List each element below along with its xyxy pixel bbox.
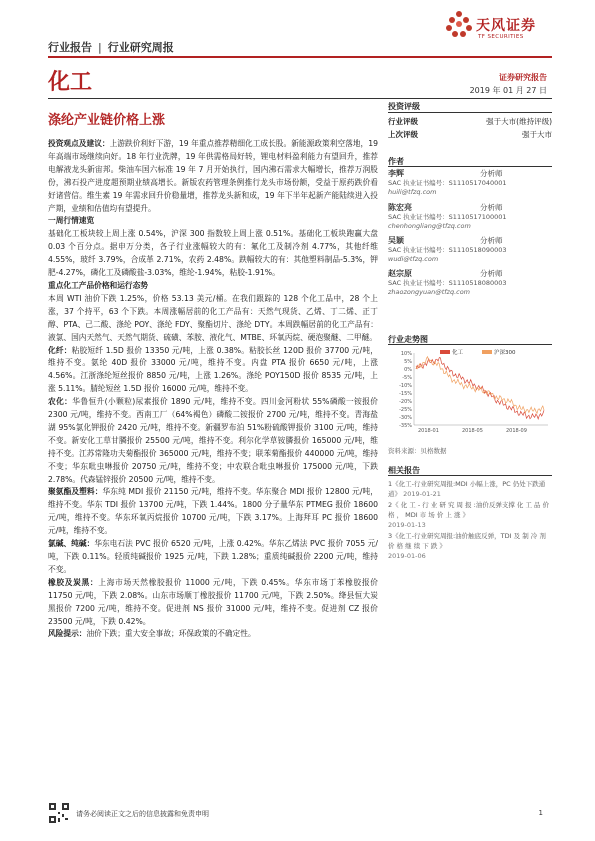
legend-swatch bbox=[482, 350, 492, 354]
y-tick-label: 0% bbox=[404, 366, 412, 373]
y-tick-label: -25% bbox=[399, 406, 412, 413]
y-tick-label: 10% bbox=[400, 350, 412, 357]
paragraph: 聚氨酯及塑料：华东纯 MDI 报价 21150 元/吨，维持不变。华东聚合 MDI 报价 12800 元/吨，维持不变。华东 TDI 报价 13700 元/吨，下跌 1.44%。1800 分子量华东 PTMEG 报价 18600 元/吨，维持不变。华东环氧丙烷报价 10700 元/吨，下跌 3.17%。上海拜耳 PC 报价 18600 元/吨，维持不变。 bbox=[48, 487, 378, 536]
section-heading: 一周行情速览 bbox=[48, 216, 95, 226]
brand-logo bbox=[446, 11, 556, 45]
related-report[interactable]: 3《化工-行业研究周报:油价触底反弹，TDI 及 制 冷 剂 价 格 继 续 下 跌 》 2019-01-06 bbox=[388, 532, 546, 560]
page-title: 化工 bbox=[48, 70, 93, 95]
brand-sub: TF SECURITIES bbox=[478, 34, 524, 40]
paragraph: 投资观点及建议：上游跌价利好下游，19 年重点推荐精细化工成长股。新能源政策利空落地，19 年高端市场继续向好。18 年行业洗牌，19 年供需格局好转，锂电材料盈利能力有望回升，推荐电解液龙头新宙邦。柴油车国六标准 19 年 7 月开始执行，国内沸石需求大幅增长，推荐万润股份，沸石投产进度超预期业绩高增长。新版农药管理条例推行龙头市场份额，受益于原药跌价看好诸营信。维生素 19 年需求回升价稳量增，推荐龙头新和成，19 年下半年起新产能陆续进入投产期，业绩和估值均有望提升。 bbox=[48, 139, 378, 213]
paragraph: 农化：华鲁恒升(小颗粒)尿素报价 1890 元/吨，维持不变。四川金河粉状 55%磷酸一铵报价 2300 元/吨，维持不变。西南工厂（64%褐色）磷酸二铵报价 2700 元/吨，维持不变。青海盐湖 95%氯化钾报价 2420 元/吨，维持不变。新疆罗布泊 51%粉硫酸钾报价 3100 元/吨，维持不变。新安化工草甘膦报价 25500 元/吨，维持不变。利尔化学草铵膦报价 165000 元/吨，维持不变。江苏常隆功夫菊酯报价 365000 元/吨，维持不变；联苯菊酯报价 440000 元/吨，维持不变；华东吡虫啉报价 20750 元/吨，维持不变；中农联合吡虫啉报价 175000 元/吨，下跌 2.78%。代森锰锌报价 20500 元/吨，维持不变。 bbox=[48, 397, 378, 484]
header-category: 行业报告 | 行业研究周报 bbox=[48, 41, 174, 54]
x-tick-label: 2018-09 bbox=[506, 428, 527, 434]
related-report[interactable]: 1《化工-行业研究周报:MDI 小幅上涨，PC 仍处下跌通道》 2019-01-21 bbox=[388, 480, 546, 498]
chart-title: 行业走势图 bbox=[388, 335, 428, 344]
y-tick-label: -20% bbox=[399, 398, 412, 405]
industry-trend-chart bbox=[388, 347, 552, 437]
paragraph: 氯碱、纯碱：华东电石法 PVC 报价 6520 元/吨，上涨 0.42%。华东乙烯法 PVC 报价 7055 元/吨，下跌 0.11%。轻质纯碱报价 1925 元/吨，下跌 1.28%；重质纯碱报价 2200 元/吨，维持不变。 bbox=[48, 539, 378, 574]
qr-code-icon bbox=[48, 802, 70, 824]
series-line bbox=[416, 357, 544, 414]
y-tick-label: -5% bbox=[402, 374, 412, 381]
related-report[interactable]: 2《 化 工 - 行 业 研 究 周 报 :油价反弹支撑 化 工 品 价 格 ， MDI 市 场 价 上 涨 》 2019-01-13 bbox=[388, 501, 550, 529]
y-tick-label: -10% bbox=[399, 382, 412, 389]
header-rule bbox=[48, 56, 552, 58]
report-body bbox=[48, 138, 378, 641]
paragraph: 基础化工板块较上周上涨 0.54%，沪深 300 指数较上周上涨 0.51%。基础化工板块跑赢大盘 0.03 个百分点。据申万分类，各子行业涨幅较大的有：氟化工及制冷剂 4.77%，其他纤维 4.55%，玻纤 3.79%，合成革 2.71%，农药 2.48%。跌幅较大的有：其他塑料制品-5.3%，钾肥-4.27%，磷化工及磷酸盐-3.03%，维纶-1.94%，粘胶-1.91%。 bbox=[48, 229, 378, 278]
author-block: 赵宗原 分析师 SAC 执业证书编号：S1110518080003 zhaozongyuan@tfzq.com bbox=[388, 269, 507, 296]
x-tick-label: 2018-01 bbox=[418, 428, 439, 434]
brand-name: 天风证券 bbox=[476, 18, 536, 34]
footer-disclaimer: 请务必阅读正文之后的信息披露和免责申明 bbox=[76, 810, 209, 818]
report-subtitle: 涤纶产业链价格上涨 bbox=[48, 113, 166, 128]
logo-mark-icon bbox=[446, 11, 472, 37]
page-number: 1 bbox=[538, 809, 543, 817]
report-date: 2019 年 01 月 27 日 bbox=[469, 86, 547, 95]
rating-title: 投资评级 bbox=[388, 102, 420, 111]
y-tick-label: -30% bbox=[399, 414, 412, 421]
legend-label: 化工 bbox=[452, 350, 464, 356]
related-rule bbox=[388, 475, 552, 476]
paragraph: 化纤：粘胶短纤 1.5D 报价 13350 元/吨，上涨 0.38%。粘胶长丝 120D 报价 37700 元/吨，维持不变。氨纶 40D 报价 33000 元/吨，维持不变。内盘 PTA 报价 6650 元/吨，上涨 4.56%。江浙涤纶短丝报价 8850 元/吨，上涨 1.26%。涤纶 POY150D 报价 8535 元/吨，上涨 5.11%。腈纶短丝 1.5D 报价 16000 元/吨，维持不变。 bbox=[48, 345, 378, 394]
legend-label: 沪深300 bbox=[494, 350, 516, 356]
y-tick-label: -35% bbox=[399, 422, 412, 429]
paragraph: 本周 WTI 油价下跌 1.25%，价格 53.13 美元/桶。在我们跟踪的 128 个化工品中，28 个上涨，37 个持平，63 个下跌。本周涨幅居前的化工产品有：天然气现货、乙烯、丁二烯、正丁醇、PTA、己二酸、涤纶 POY、涤纶 FDY、聚酯切片、涤纶 DTY。本周跌幅居前的化工产品有：液氯、国内天然气、天然气期货、硫磺、苯胺、液化气、MTBE、环氧丙烷、硬泡聚醚、二甲醚。 bbox=[48, 293, 378, 342]
author-block: 陈宏亮 分析师 SAC 执业证书编号：S1110517100001 chenhongliang@tfzq.com bbox=[388, 203, 507, 230]
previous-rating: 上次评级 强于大市 bbox=[388, 130, 552, 139]
paragraph: 橡胶及炭黑：上海市场天然橡胶报价 11000 元/吨，下跌 0.45%。华东市场丁苯橡胶报价 11750 元/吨，下跌 2.08%。山东市场顺丁橡胶报价 11700 元/吨，下跌 2.50%。绛县恒大炭黑报价 7200 元/吨，维持不变。促进剂 NS 报价 31000 元/吨，维持不变。促进剂 CZ 报价 23500 元/吨，下跌 0.42%。 bbox=[48, 577, 378, 626]
legend-swatch bbox=[440, 350, 450, 354]
rating-rule bbox=[388, 112, 552, 113]
report-type: 证券研究报告 bbox=[499, 73, 547, 82]
industry-rating: 行业评级 强于大市(维持评级) bbox=[388, 117, 552, 126]
authors-title: 作者 bbox=[388, 157, 404, 166]
paragraph: 风险提示：油价下跌；重大安全事故；环保政策的不确定性。 bbox=[48, 629, 256, 639]
author-block: 李辉 分析师 SAC 执业证书编号：S1110517040001 huili@tfzq.com bbox=[388, 169, 507, 196]
chart-rule bbox=[388, 344, 552, 345]
author-block: 吴颖 分析师 SAC 执业证书编号：S1110518090003 wudi@tfzq.com bbox=[388, 236, 507, 263]
title-rule bbox=[48, 98, 552, 99]
y-tick-label: -15% bbox=[399, 390, 412, 397]
related-title: 相关报告 bbox=[388, 466, 420, 475]
y-tick-label: 5% bbox=[404, 358, 412, 365]
section-heading: 重点化工产品价格和运行态势 bbox=[48, 280, 148, 290]
authors-rule bbox=[388, 166, 552, 167]
x-tick-label: 2018-05 bbox=[462, 428, 483, 434]
related-reports bbox=[388, 479, 552, 562]
chart-source: 资料来源：贝格数据 bbox=[388, 447, 447, 455]
